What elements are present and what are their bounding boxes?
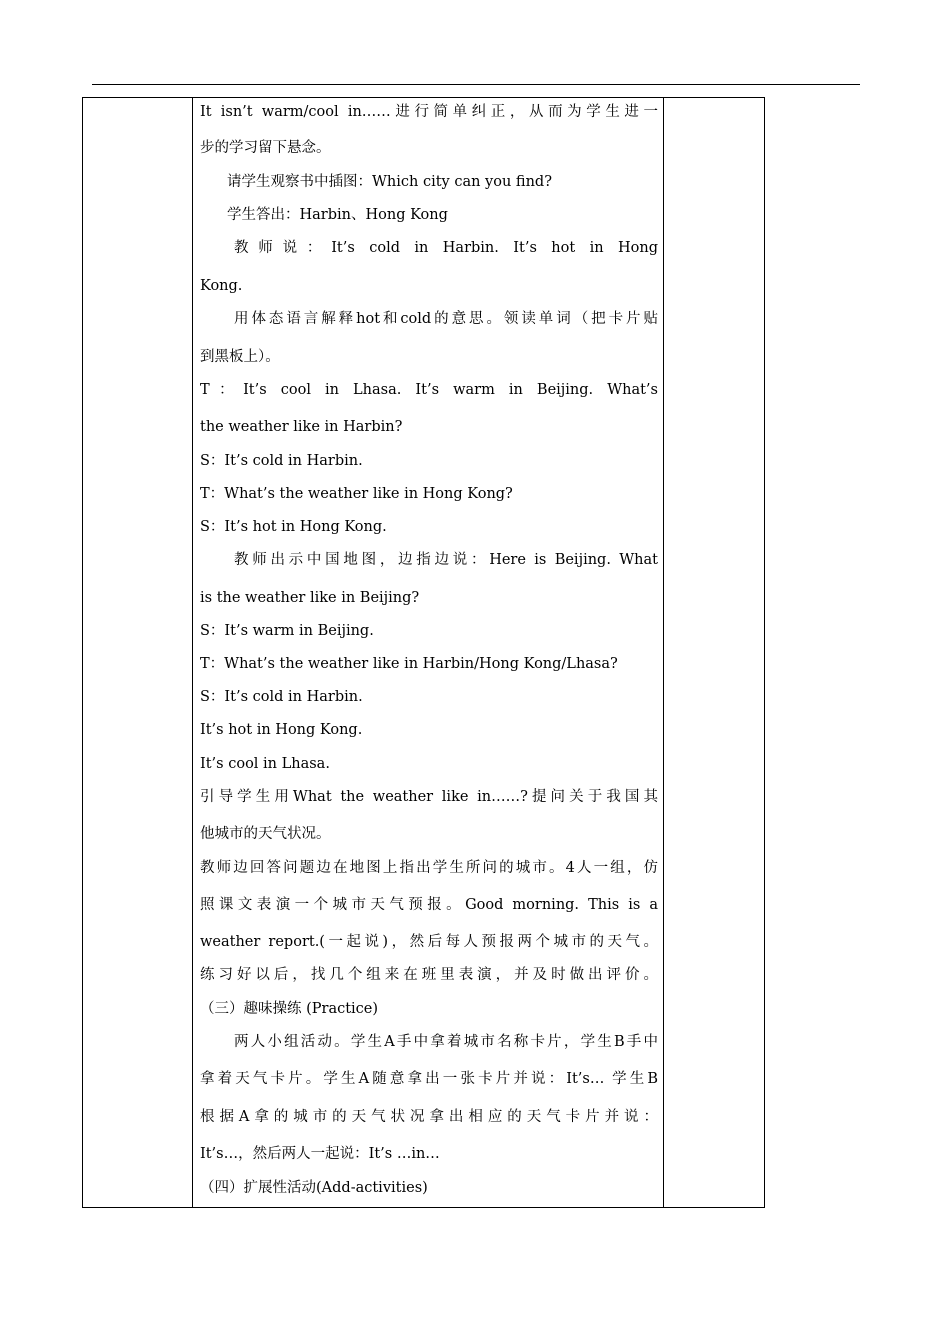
text-line: 教师边回答问题边在地图上指出学生所问的城市。4人一组，仿 [200, 860, 658, 876]
text-line: 教师说：It’s cold in Harbin. It’s hot in Hong [234, 240, 658, 256]
lesson-table [82, 97, 765, 1208]
text-line: 步的学习留下悬念。 [200, 140, 331, 156]
text-line: the weather like in Harbin? [200, 419, 403, 435]
text-line: 学生答出：Harbin、Hong Kong [227, 207, 448, 223]
text-line: S：It’s cold in Harbin. [200, 689, 363, 705]
text-line: It’s hot in Hong Kong. [200, 722, 363, 738]
text-line: 请学生观察书中插图：Which city can you find? [227, 174, 552, 190]
text-line: S：It’s warm in Beijing. [200, 623, 374, 639]
text-line: Kong. [200, 278, 243, 294]
text-line: It’s cool in Lhasa. [200, 756, 330, 772]
text-line: It isn’t warm/cool in……进行简单纠正，从而为学生进一 [200, 104, 658, 120]
text-line: 他城市的天气状况。 [200, 826, 331, 842]
text-line: 引导学生用What the weather like in……?提问关于我国其 [200, 789, 658, 805]
text-line: 拿着天气卡片。学生A随意拿出一张卡片并说：It’s… 学生B [200, 1071, 658, 1087]
section-heading-add-activities: （四）扩展性活动(Add-activities) [200, 1180, 428, 1196]
text-line: 到黑板上）。 [200, 349, 280, 365]
text-line: S：It’s cold in Harbin. [200, 453, 363, 469]
text-line: S：It’s hot in Hong Kong. [200, 519, 387, 535]
header-rule [92, 84, 860, 85]
text-line: 根据A拿的城市的天气状况拿出相应的天气卡片并说： [200, 1109, 658, 1125]
column-divider-left [192, 98, 193, 1207]
text-line: 教师出示中国地图，边指边说：Here is Beijing. What [234, 552, 658, 568]
text-line: 用体态语言解释hot和cold的意思。领读单词（把卡片贴 [234, 311, 658, 327]
text-line: T：What’s the weather like in Harbin/Hong Kong/Lhasa? [200, 656, 618, 672]
text-line: is the weather like in Beijing? [200, 590, 420, 606]
text-line: T：It’s cool in Lhasa. It’s warm in Beijing. What’s [200, 382, 658, 398]
text-line: 照课文表演一个城市天气预报。Good morning. This is a [200, 897, 658, 913]
column-divider-right [663, 98, 664, 1207]
text-line: 练习好以后，找几个组来在班里表演，并及时做出评价。 [200, 967, 658, 983]
text-line: 两人小组活动。学生A手中拿着城市名称卡片，学生B手中 [234, 1034, 658, 1050]
section-heading-practice: （三）趣味操练 (Practice) [200, 1001, 379, 1017]
text-line: It’s…，然后两人一起说：It’s …in… [200, 1146, 440, 1162]
text-line: weather report.(一起说)，然后每人预报两个城市的天气。 [200, 934, 658, 950]
text-line: T：What’s the weather like in Hong Kong? [200, 486, 513, 502]
